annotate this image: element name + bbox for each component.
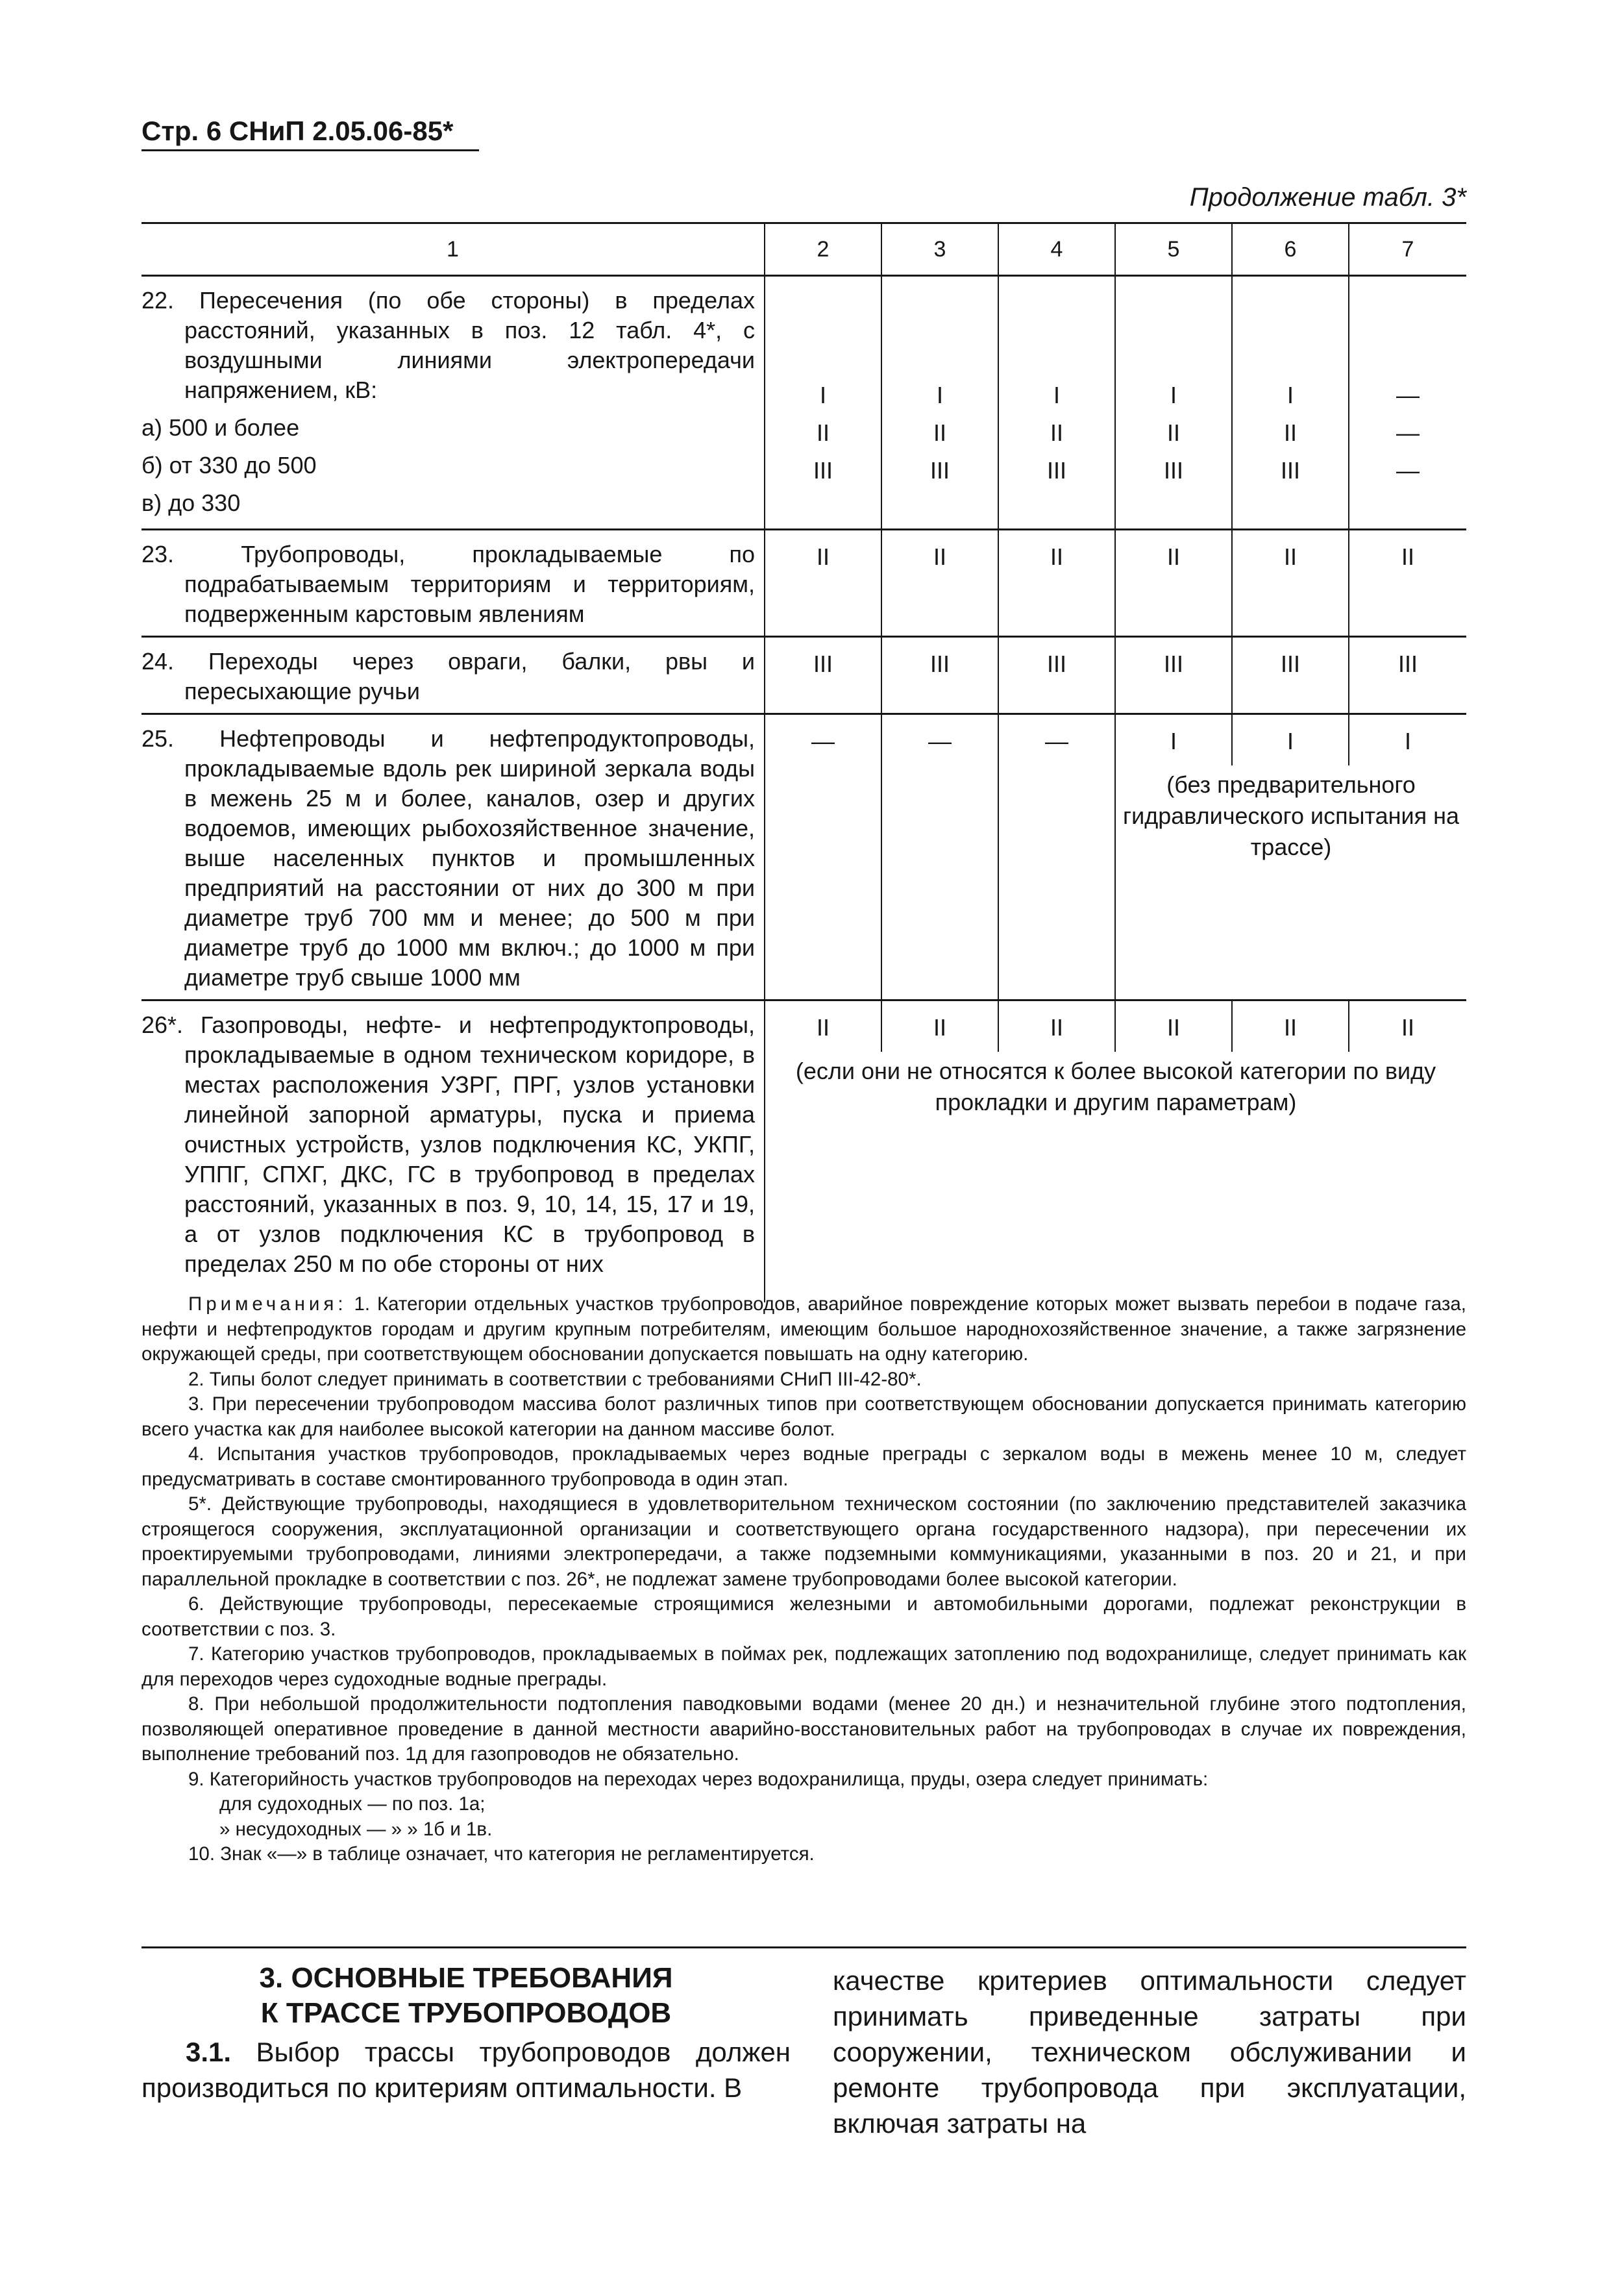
note-9: 9. Категорийность участков трубопроводов на переходах через водохранилища, пруды, озера следует принимать: <box>188 1768 1209 1790</box>
cell-value: II <box>933 419 946 446</box>
table-cell <box>765 276 881 530</box>
note-9-line-b: » несудоходных — » » 1б и 1в. <box>219 1818 493 1840</box>
body-column-left <box>141 2034 791 2106</box>
section-title-line: К ТРАССЕ ТРУБОПРОВОДОВ <box>260 1997 672 2029</box>
cell-value: II <box>998 1000 1115 1052</box>
cell-value: — <box>1396 382 1420 408</box>
cell-value: I <box>819 382 826 408</box>
cell-value: II <box>1166 419 1180 446</box>
cell-value: II <box>816 419 830 446</box>
col-header: 7 <box>1349 223 1466 276</box>
cell-value: III <box>881 637 998 714</box>
table-continuation-caption: Продолжение табл. 3* <box>1189 183 1466 212</box>
subrow-label: б) от 330 до 500 <box>141 452 317 478</box>
table-cell <box>1115 276 1232 530</box>
table-row <box>141 637 1466 714</box>
row-description <box>141 714 765 1000</box>
table <box>141 222 1466 1302</box>
cell-value: II <box>765 1000 881 1052</box>
col-header: 5 <box>1115 223 1232 276</box>
cell-value: — <box>881 714 998 1000</box>
cell-value: — <box>998 714 1115 1000</box>
note-6: 6. Действующие трубопроводы, пересекаемые строящимися железными и автомобильными дорогами, подлежат реконструкции в соответствии с поз. 3. <box>141 1593 1466 1640</box>
note-4: 4. Испытания участков трубопроводов, прокладываемых через водные преграды с зеркалом воды в межень менее 10 м, следует предусматривать в составе смонтированного трубопровода в один этап. <box>141 1443 1466 1490</box>
cell-value: II <box>881 530 998 637</box>
category-table <box>141 222 1466 1287</box>
cell-value: I <box>1349 714 1466 766</box>
table-header-row <box>141 223 1466 276</box>
col-header: 3 <box>881 223 998 276</box>
cell-value: I <box>1115 714 1232 766</box>
cell-value: II <box>881 1000 998 1052</box>
table-notes <box>141 1292 1466 1867</box>
cell-value: III <box>765 637 881 714</box>
col-header: 1 <box>141 223 765 276</box>
col-header: 2 <box>765 223 881 276</box>
note-8: 8. При небольшой продолжительности подтопления паводковыми водами (менее 20 дн.) и незначительной глубине этого подтопления, позволяющей оперативное проведение в данной местности аварийно-восстановительных работ на трубопроводах в случае их повреждения, выполнение требований поз. 1д для газопроводов не обязательно. <box>141 1693 1466 1765</box>
cell-value: I <box>1170 382 1177 408</box>
row-description <box>141 637 765 714</box>
cell-value: III <box>1280 457 1300 484</box>
col-header: 4 <box>998 223 1115 276</box>
note-2: 2. Типы болот следует принимать в соответствии с требованиями СНиП III-42-80*. <box>188 1368 922 1390</box>
cell-value: II <box>1349 1000 1466 1052</box>
clause-number: 3.1. <box>186 2037 232 2067</box>
row-description <box>141 1000 765 1303</box>
cell-value: III <box>1232 637 1349 714</box>
running-head-rule <box>141 149 479 151</box>
cell-value: III <box>813 457 833 484</box>
table-cell <box>1349 276 1466 530</box>
cell-value: III <box>1349 637 1466 714</box>
cell-value: II <box>765 530 881 637</box>
table-row <box>141 276 1466 530</box>
table-cell <box>881 276 998 530</box>
row-25-text: 25. Нефтепроводы и нефтепродуктопроводы, прокладываемые вдоль рек шириной зеркала воды в межень 25 м и более, каналов, озер и других водоемов, имеющих рыбохозяйственное значение, выше населенных пунктов и промышленных предприятий на расстоянии от них до 300 м при диаметре труб 700 мм и менее; до 500 м при диаметре труб до 1000 мм включ.; до 1000 м при диаметре труб свыше 1000 мм <box>141 725 755 991</box>
row-description <box>141 530 765 637</box>
row-24-text: 24. Переходы через овраги, балки, рвы и пересыхающие ручьи <box>141 648 755 704</box>
note-10: 10. Знак «—» в таблице означает, что категория не регламентируется. <box>188 1843 815 1865</box>
table-row <box>141 530 1466 637</box>
table-cell <box>998 276 1115 530</box>
row-description <box>141 276 765 530</box>
table-row <box>141 714 1466 766</box>
cell-value: III <box>1046 457 1066 484</box>
cell-value: I <box>936 382 943 408</box>
clause-text-left: Выбор трассы трубопроводов должен производиться по критериям оптимальности. В <box>141 2037 791 2103</box>
cell-value: I <box>1286 382 1294 408</box>
running-head: Стр. 6 СНиП 2.05.06-85* <box>141 116 454 146</box>
table-cell <box>1232 276 1349 530</box>
col-header: 6 <box>1232 223 1349 276</box>
cell-value: — <box>1396 457 1420 484</box>
cell-value: II <box>1232 1000 1349 1052</box>
cell-value: — <box>1396 419 1420 446</box>
note-9-line-a: для судоходных — по поз. 1а; <box>219 1793 486 1815</box>
notes-separator-rule <box>141 1946 1466 1948</box>
cell-value: — <box>765 714 881 1000</box>
cell-value: I <box>1232 714 1349 766</box>
note-3: 3. При пересечении трубопроводом массива болот различных типов при соответствующем обосновании допускается принимать категорию всего участка как для наиболее высокой категории на данном массиве болот. <box>141 1393 1466 1440</box>
cell-value: III <box>998 637 1115 714</box>
section-title-line: 3. ОСНОВНЫЕ ТРЕБОВАНИЯ <box>259 1962 673 1994</box>
notes-label: Примечания: <box>188 1293 347 1315</box>
cell-value: II <box>1050 419 1063 446</box>
table-row <box>141 1000 1466 1052</box>
cell-value: I <box>1053 382 1060 408</box>
cell-value: III <box>1163 457 1183 484</box>
cell-value: III <box>929 457 950 484</box>
cell-value: III <box>1115 637 1232 714</box>
section-title <box>141 1961 791 2031</box>
row-26-note: (если они не относятся к более высокой категории по виду прокладки и другим параметрам) <box>765 1052 1466 1302</box>
cell-value: II <box>1115 1000 1232 1052</box>
row-23-text: 23. Трубопроводы, прокладываемые по подрабатываемым территориям и территориям, подверженным карстовым явлениям <box>141 541 755 627</box>
body-column-right <box>833 1963 1466 2141</box>
cell-value: II <box>1283 419 1297 446</box>
cell-value: II <box>1349 530 1466 637</box>
subrow-label: а) 500 и более <box>141 414 300 441</box>
subrow-label: в) до 330 <box>141 490 241 516</box>
cell-value: II <box>1232 530 1349 637</box>
note-5: 5*. Действующие трубопроводы, находящиеся в удовлетворительном техническом состоянии (по заключению представителей заказчика строящегося сооружения, эксплуатационной организации и соответствующего органа государственного надзора), при пересечении их проектируемыми трубопроводами, линиями электропередачи, а также подземными коммуникациями, указанными в поз. 20 и 21, и при параллельной прокладке в соответствии с поз. 26*, не подлежат замене трубопроводами более высокой категории. <box>141 1493 1466 1590</box>
cell-value: II <box>998 530 1115 637</box>
clause-text-right: качестве критериев оптимальности следует принимать приведенные затраты при сооружении, техническом обслуживании и ремонте трубопровода при эксплуатации, включая затраты на <box>833 1965 1466 2139</box>
row-26-text: 26*. Газопроводы, нефте- и нефтепродуктопроводы, прокладываемые в одном техническом коридоре, в местах расположения УЗРГ, ПРГ, узлов установки линейной запорной арматуры, пуска и приема очистных устройств, узлов подключения КС, УКПГ, УППГ, СПХГ, ДКС, ГС в трубопровод в пределах расстояний, указанных в поз. 9, 10, 14, 15, 17 и 19, а от узлов подключения КС в трубопровод в пределах 250 м по обе стороны от них <box>141 1012 755 1277</box>
row-22-text: 22. Пересечения (по обе стороны) в пределах расстояний, указанных в поз. 12 табл. 4*, с воздушными линиями электропередачи напряжением, кВ: <box>141 287 755 403</box>
row-25-note: (без предварительного гидравлического испытания на трассе) <box>1115 765 1466 1000</box>
cell-value: II <box>1115 530 1232 637</box>
note-7: 7. Категорию участков трубопроводов, прокладываемых в поймах рек, подлежащих затоплению под водохранилище, следует принимать как для переходов через судоходные водные преграды. <box>141 1643 1466 1690</box>
note-1: 1. Категории отдельных участков трубопроводов, аварийное повреждение которых может вызвать перебои в подаче газа, нефти и нефтепродуктов городам и другим крупным потребителям, имеющим большое народнохозяйственное значение, а также загрязнение окружающей среды, при соответствующем обосновании допускается повышать на одну категорию. <box>141 1293 1466 1365</box>
